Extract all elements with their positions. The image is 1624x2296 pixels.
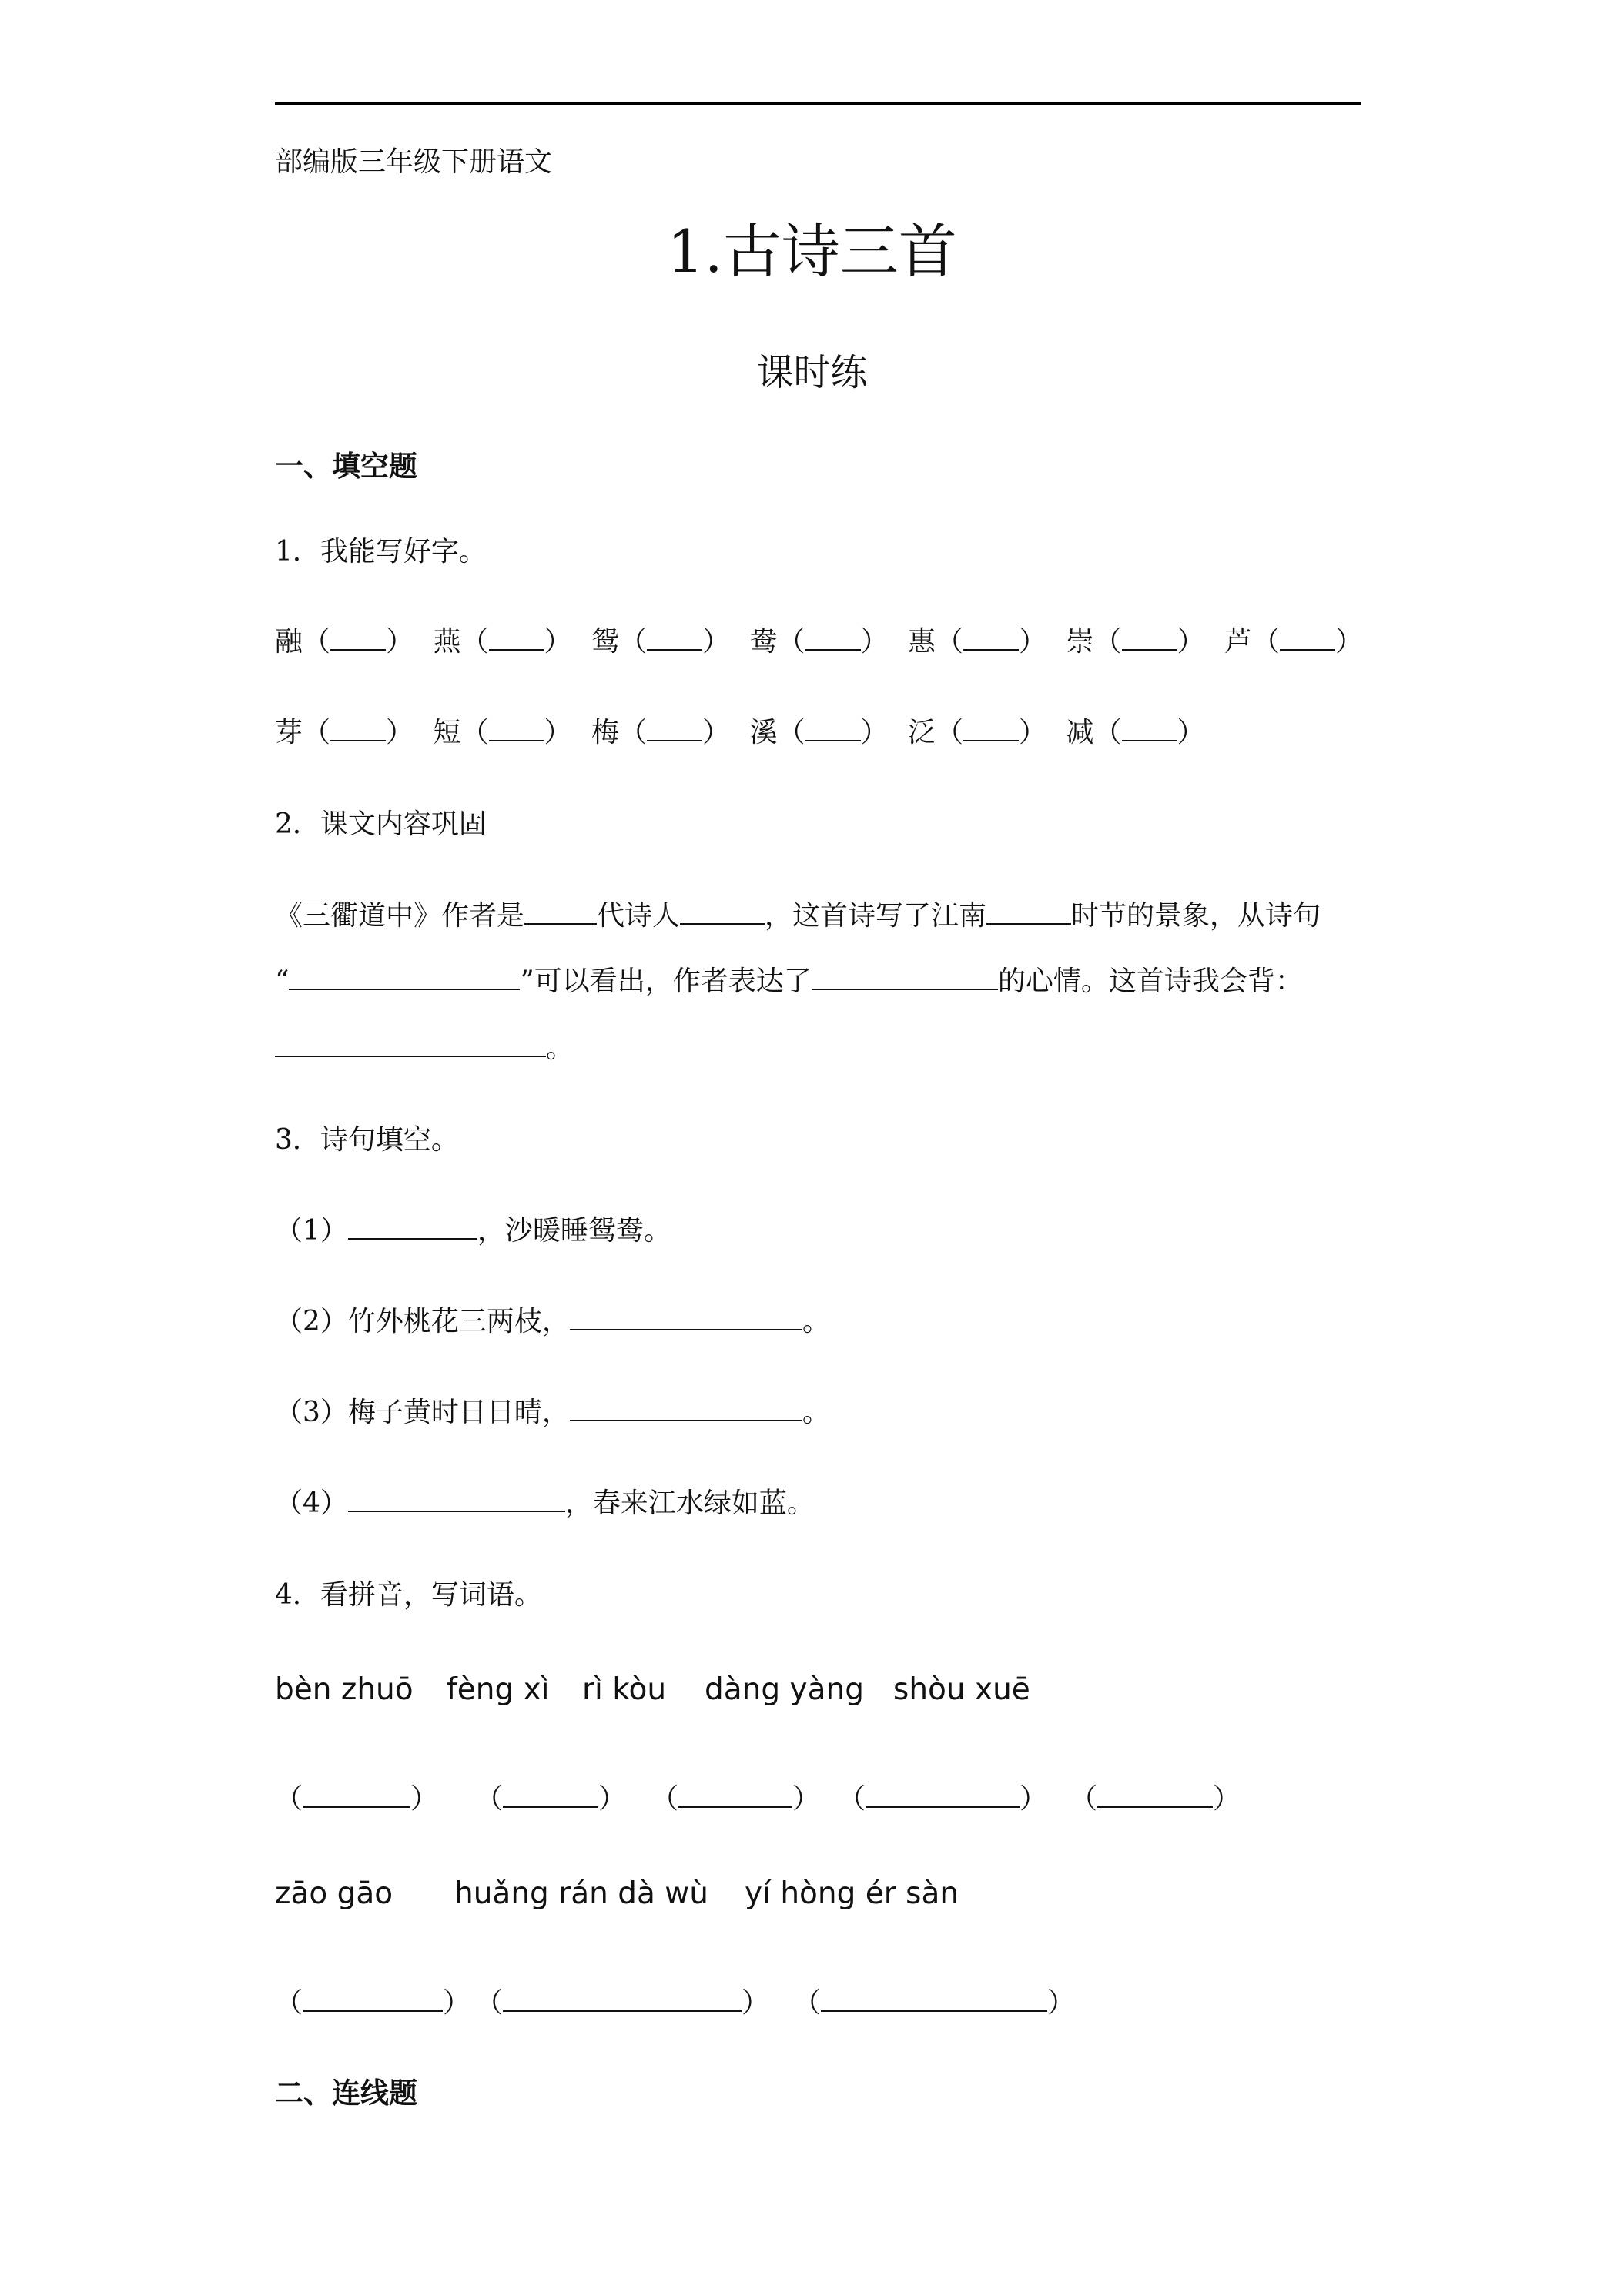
close-paren: ） (1177, 717, 1205, 748)
char-item (750, 711, 889, 750)
close-paren: ） (544, 626, 572, 658)
char-item (1066, 620, 1205, 659)
close-paren: ） (1213, 1783, 1241, 1815)
char: 芽 (275, 717, 303, 748)
text: 代诗人 (597, 900, 681, 932)
blank-verse[interactable] (570, 1301, 802, 1330)
text: “ (275, 966, 290, 997)
char: 梅 (591, 717, 620, 748)
char-item (275, 620, 414, 659)
open-paren: （ (838, 1783, 866, 1815)
open-paren: （ (619, 626, 648, 658)
blank-field[interactable] (330, 621, 386, 651)
open-paren: （ (303, 717, 331, 748)
q1-char-row-1 (275, 620, 1374, 659)
blank-field[interactable] (821, 1983, 1047, 2012)
blank-poet[interactable] (680, 895, 765, 925)
char-item (1066, 711, 1205, 750)
blank-season[interactable] (986, 895, 1071, 925)
open-paren: （ (1252, 626, 1281, 658)
blank-verse[interactable] (348, 1483, 565, 1512)
open-paren: （ (936, 626, 964, 658)
blank-field[interactable] (489, 621, 544, 651)
text: （2）竹外桃花三两枝， (275, 1306, 570, 1337)
answer-slot (275, 1981, 470, 2020)
close-paren: ） (1177, 626, 1205, 658)
char: 崇 (1066, 626, 1094, 658)
text: ，沙暖睡鸳鸯。 (477, 1215, 671, 1247)
close-paren: ） (860, 717, 889, 748)
blank-field[interactable] (805, 621, 861, 651)
char-item (434, 620, 572, 659)
blank-field[interactable] (963, 621, 1019, 651)
blank-field[interactable] (963, 712, 1019, 741)
answer-slot (793, 1981, 1075, 2020)
blank-field[interactable] (303, 1983, 443, 2012)
close-paren: ） (1020, 1783, 1048, 1815)
header-text: 部编版三年级下册语文 (275, 146, 553, 178)
pinyin-item: shòu xuē (893, 1672, 1030, 1707)
char-item (591, 620, 730, 659)
text: 。 (802, 1306, 830, 1337)
text: 时节的景象，从诗句 (1071, 900, 1321, 932)
pinyin-item: huǎng rán dà wù (454, 1876, 708, 1911)
close-paren: ） (410, 1783, 439, 1815)
blank-field[interactable] (489, 712, 544, 741)
blank-field[interactable] (303, 1779, 410, 1808)
open-paren: （ (793, 1987, 822, 2019)
blank-field[interactable] (1122, 621, 1177, 651)
q2-prompt: 2．课文内容巩固 (275, 808, 487, 840)
text: 的心情。这首诗我会背： (997, 966, 1303, 997)
section-matching-heading: 二、连线题 (275, 2076, 417, 2110)
open-paren: （ (619, 717, 648, 748)
char-item (1224, 620, 1363, 659)
char-item (750, 620, 889, 659)
char: 融 (275, 626, 303, 658)
open-paren: （ (475, 1783, 504, 1815)
blank-field[interactable] (1097, 1779, 1213, 1808)
answer-slot (838, 1777, 1047, 1816)
blank-field[interactable] (647, 621, 702, 651)
answer-slot (475, 1777, 626, 1816)
q3-line-1 (275, 1209, 671, 1248)
blank-field[interactable] (1280, 621, 1335, 651)
char: 短 (433, 717, 461, 748)
pinyin-item: zāo gāo (275, 1876, 393, 1911)
q4-prompt: 4．看拼音，写词语。 (275, 1579, 542, 1611)
text: ”可以看出，作者表达了 (520, 966, 812, 997)
q2-line-3 (275, 1026, 574, 1066)
q3-line-4 (275, 1481, 815, 1521)
text: 《三衢道中》作者是 (275, 900, 525, 932)
close-paren: ） (386, 626, 414, 658)
close-paren: ） (443, 1987, 471, 2019)
open-paren: （ (651, 1783, 679, 1815)
q2-line-1 (275, 894, 1321, 933)
pinyin-item: yí hòng ér sàn (745, 1876, 959, 1911)
blank-recite[interactable] (275, 1028, 546, 1057)
answer-slot (651, 1777, 820, 1816)
open-paren: （ (1093, 626, 1122, 658)
text: （4） (275, 1488, 348, 1519)
pinyin-item: bèn zhuō (275, 1672, 414, 1707)
text: 。 (802, 1397, 830, 1428)
blank-field[interactable] (1122, 712, 1177, 741)
open-paren: （ (275, 1783, 303, 1815)
open-paren: （ (475, 1987, 504, 2019)
char: 溪 (749, 717, 778, 748)
char: 惠 (908, 626, 936, 658)
q3-line-3 (275, 1391, 830, 1430)
char: 减 (1066, 717, 1094, 748)
blank-feeling[interactable] (812, 961, 998, 990)
text: （3）梅子黄时日日晴， (275, 1397, 570, 1428)
close-paren: ） (386, 717, 414, 748)
answer-slot (1070, 1777, 1241, 1816)
char: 芦 (1224, 626, 1253, 658)
open-paren: （ (936, 717, 964, 748)
q1-prompt: 1．我能写好字。 (275, 536, 487, 567)
char-item (275, 711, 414, 750)
q2-line-2 (275, 959, 1303, 999)
q3-line-2 (275, 1300, 830, 1339)
open-paren: （ (460, 717, 489, 748)
blank-verse[interactable] (289, 961, 520, 990)
blank-field[interactable] (647, 712, 702, 741)
char-item (591, 711, 730, 750)
char-item (908, 620, 1046, 659)
blank-verse[interactable] (348, 1210, 477, 1240)
close-paren: ） (598, 1783, 627, 1815)
blank-field[interactable] (805, 712, 861, 741)
blank-field[interactable] (503, 1779, 598, 1808)
pinyin-item: rì kòu (582, 1672, 667, 1707)
char: 鸯 (749, 626, 778, 658)
close-paren: ） (792, 1783, 821, 1815)
open-paren: （ (1093, 717, 1122, 748)
blank-dynasty[interactable] (524, 895, 597, 925)
close-paren: ） (1047, 1987, 1076, 2019)
open-paren: （ (1070, 1783, 1098, 1815)
section-fill-in-heading: 一、填空题 (275, 449, 417, 483)
pinyin-item: dàng yàng (705, 1672, 864, 1707)
close-paren: ） (544, 717, 572, 748)
answer-slot (475, 1981, 769, 2020)
header-rule (275, 102, 1361, 105)
open-paren: （ (460, 626, 489, 658)
char: 鸳 (591, 626, 620, 658)
text: ，春来江水绿如蓝。 (564, 1488, 815, 1519)
page-title: 1.古诗三首 (667, 217, 957, 286)
char: 燕 (433, 626, 461, 658)
close-paren: ） (860, 626, 889, 658)
open-paren: （ (777, 717, 805, 748)
open-paren: （ (777, 626, 805, 658)
open-paren: （ (303, 626, 331, 658)
q1-char-row-2 (275, 711, 1216, 750)
blank-field[interactable] (330, 712, 386, 741)
close-paren: ） (702, 717, 731, 748)
answer-slot (275, 1777, 438, 1816)
text: 。 (546, 1033, 574, 1064)
text: ，这首诗写了江南 (765, 900, 987, 932)
blank-field[interactable] (503, 1983, 742, 2012)
blank-field[interactable] (866, 1779, 1020, 1808)
char-item (434, 711, 572, 750)
page-subtitle: 课时练 (756, 351, 868, 394)
char-item (908, 711, 1046, 750)
char: 泛 (908, 717, 936, 748)
close-paren: ） (1335, 626, 1364, 658)
blank-verse[interactable] (570, 1392, 802, 1421)
close-paren: ） (1019, 717, 1047, 748)
close-paren: ） (702, 626, 731, 658)
q3-prompt: 3．诗句填空。 (275, 1124, 459, 1156)
close-paren: ） (1019, 626, 1047, 658)
text: （1） (275, 1215, 348, 1247)
open-paren: （ (275, 1987, 303, 2019)
close-paren: ） (742, 1987, 770, 2019)
blank-field[interactable] (678, 1779, 792, 1808)
pinyin-item: fèng xì (447, 1672, 550, 1707)
